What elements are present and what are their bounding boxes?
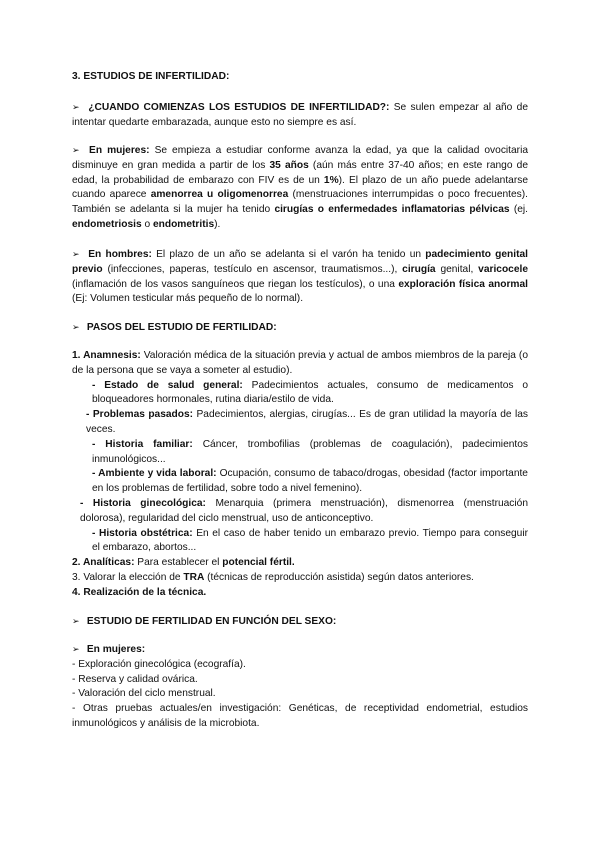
step-anamnesis: 1. Anamnesis: Valoración médica de la situación previa y actual de ambos miembros de la pareja (o de la persona que se vaya a someter al estudio). xyxy=(72,350,528,376)
list-item: - Reserva y calidad ovárica. xyxy=(72,673,198,685)
list-item: - Exploración ginecológica (ecografía). xyxy=(72,658,246,670)
arrow-bullet-icon: ➢ xyxy=(72,145,80,155)
men-paragraph: ➢ En hombres: El plazo de un año se adelanta si el varón ha tenido un padecimiento genital previo (infecciones, paperas, testículo en ascensor, traumatismos...), cirugía genital, varicocele (inflamación de los vasos sanguíneos que riegan los testículos), o una exploración física anormal (Ej: Volumen testicular más pequeño de lo normal). xyxy=(72,249,528,305)
men-heading: En hombres: xyxy=(88,249,152,260)
arrow-bullet-icon: ➢ xyxy=(72,249,80,259)
women-paragraph: ➢ En mujeres: Se empieza a estudiar conforme avanza la edad, ya que la calidad ovocitaria disminuye en gran medida a partir de los 35 años (aún más entre 37-40 años; en este rango de edad, la probabilidad de embarazo con FIV es de un 1%). El plazo de un año puede adelantarse cuando aparece amenorrea u oligomenorrea (menstruaciones interrumpidas o poco frecuentes). También se adelanta si la mujer ha tenido cirugías o enfermedades inflamatorias pélvicas (ej. endometriosis o endometritis). xyxy=(72,145,528,230)
arrow-bullet-icon: ➢ xyxy=(72,322,80,332)
steps-list xyxy=(72,349,528,601)
substep-gynecologic: - Historia ginecológica: Menarquia (primera menstruación), dismenorrea (menstruación dolorosa), regularidad del ciclo menstrual, uso de anticonceptivo. xyxy=(80,497,528,524)
by-sex-heading: ➢ ESTUDIO DE FERTILIDAD EN FUNCIÓN DEL SEXO: xyxy=(72,616,337,627)
step-technique: 4. Realización de la técnica. xyxy=(72,586,207,598)
step-analytics: 2. Analíticas: Para establecer el potencial fértil. xyxy=(72,557,295,569)
step-tra: 3. Valorar la elección de TRA (técnicas de reproducción asistida) según datos anteriores. xyxy=(72,571,474,583)
substep-environment: - Ambiente y vida laboral: Ocupación, consumo de tabaco/drogas, obesidad (factor importante en los problemas de fertilidad, sobre todo a nivel femenino). xyxy=(92,468,528,495)
by-sex-list xyxy=(72,642,528,732)
list-item: - Valoración del ciclo menstrual. xyxy=(72,688,216,700)
substep-past-problems: - Problemas pasados: Padecimientos, alergias, cirugías... Es de gran utilidad la mayoría de las veces. xyxy=(86,409,528,435)
substep-family-history: - Historia familiar: Cáncer, trombofilias (problemas de coagulación), padecimientos inmunológicos... xyxy=(92,438,528,465)
steps-heading: ➢ PASOS DEL ESTUDIO DE FERTILIDAD: xyxy=(72,322,277,333)
when-heading: ¿CUANDO COMIENZAS LOS ESTUDIOS DE INFERTILIDAD?: xyxy=(88,102,390,113)
when-text: Se sulen empezar al año de intentar quedarte embarazada, aunque esto no siempre es así. xyxy=(72,102,528,128)
substep-health: - Estado de salud general: Padecimientos actuales, consumo de medicamentos o bloqueadores hormonales, rutina diaria/estilo de vida. xyxy=(92,379,528,406)
women-heading: En mujeres: xyxy=(89,145,150,156)
section-title: 3. ESTUDIOS DE INFERTILIDAD: xyxy=(72,71,230,82)
list-item: - Otras pruebas actuales/en investigación: Genéticas, de receptividad endometrial, estudios inmunológicos y análisis de la microbiota. xyxy=(72,703,528,729)
arrow-bullet-icon: ➢ xyxy=(72,102,80,112)
when-paragraph xyxy=(72,100,528,131)
substep-obstetric: - Historia obstétrica: En el caso de haber tenido un embarazo previo. Tiempo para conseguir el embarazo, abortos... xyxy=(92,527,528,554)
by-sex-women-heading: ➢ En mujeres: xyxy=(72,644,146,655)
arrow-bullet-icon: ➢ xyxy=(72,616,80,626)
arrow-bullet-icon: ➢ xyxy=(72,644,80,654)
